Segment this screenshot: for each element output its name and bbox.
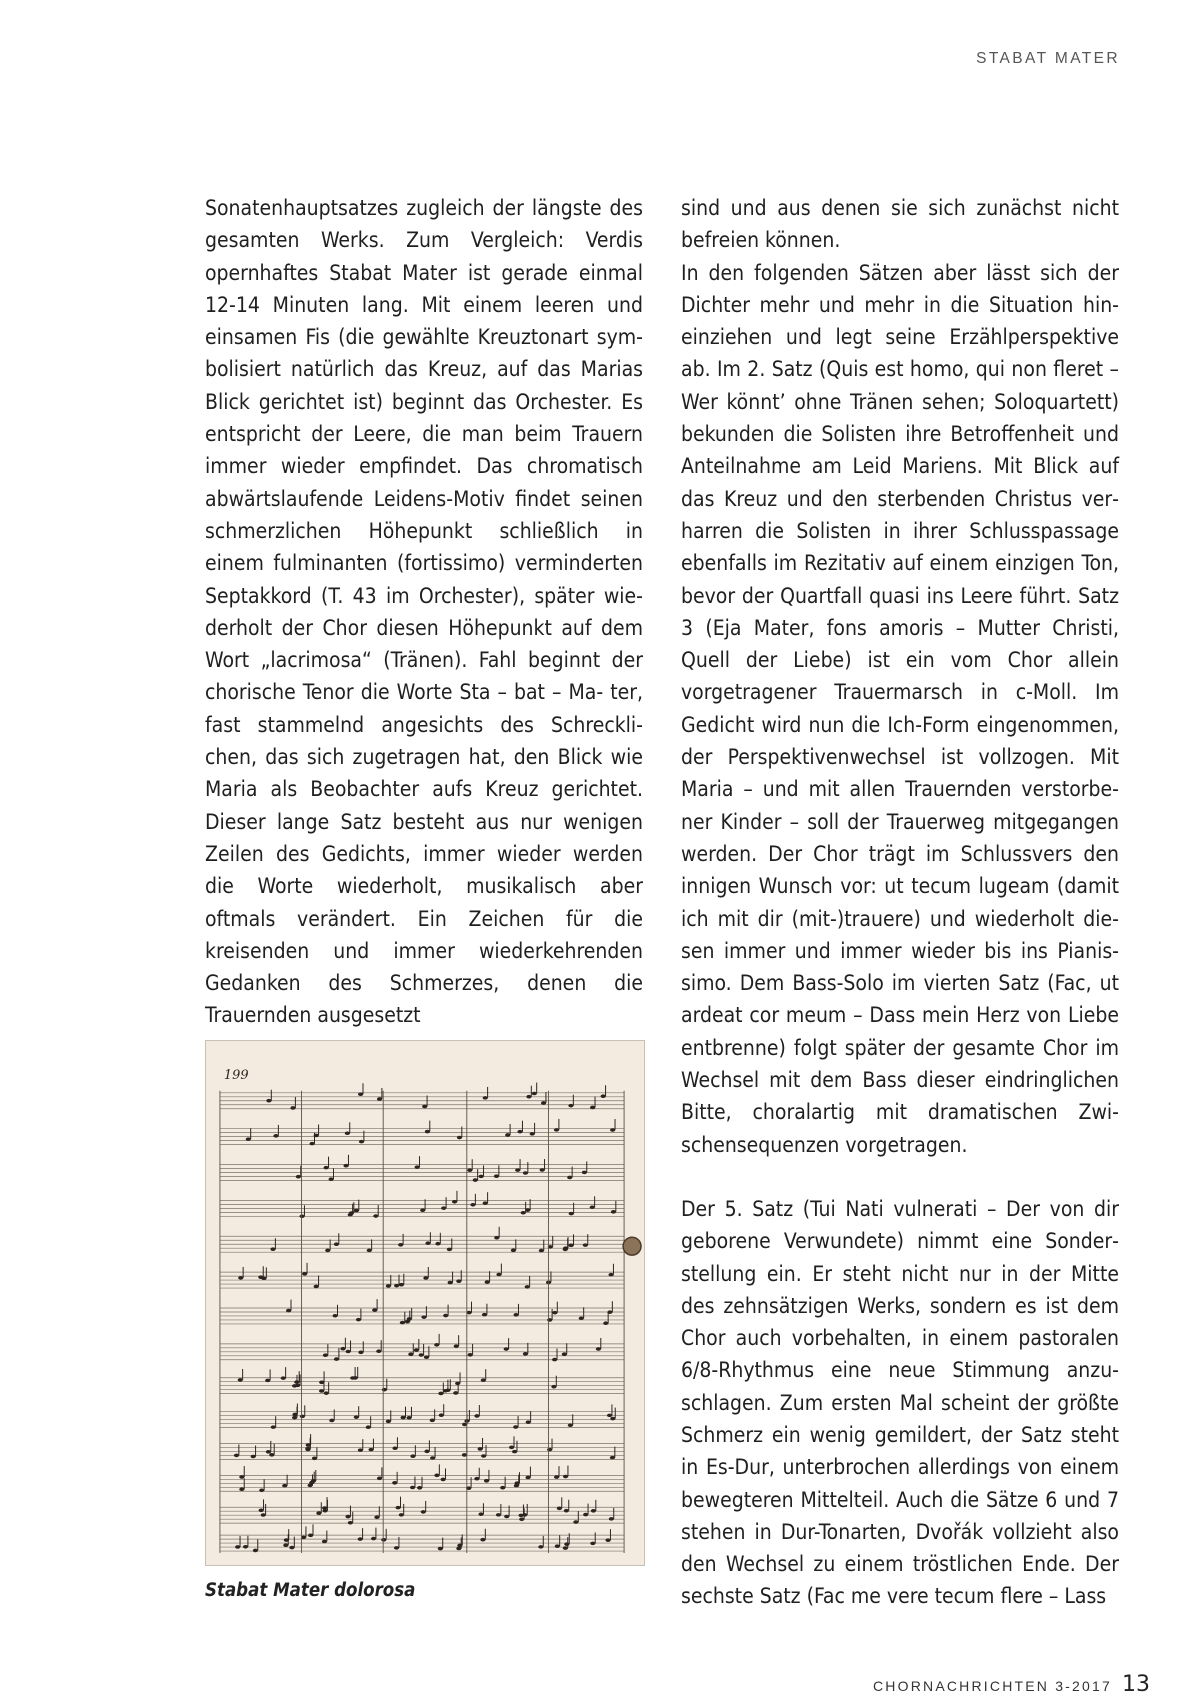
page-number: 13 — [1122, 1672, 1150, 1697]
manuscript-page-number: 199 — [223, 1067, 249, 1083]
body-paragraph: sind und aus denen sie sich zunächst nicht befreien können. — [681, 196, 1119, 253]
running-title: STABAT MATER — [976, 50, 1120, 67]
left-text-column — [205, 192, 643, 1032]
right-text-column — [681, 192, 1119, 1613]
body-paragraph: In den folgenden Sätzen aber lässt sich der Dichter mehr und mehr in die Situation hineinziehen und legt seine Erzählperspektive ab. Im 2. Satz (Quis est homo, qui non fleret – Wer könnt’ ohne Tränen sehen; Soloquartett) bekunden die Solisten ihre Betroffenheit und Anteilnahme am Leid Mariens. Mit Blick auf das Kreuz und den sterbenden Christus verharren die Solisten in ihrer Schlusspassage ebenfalls im Rezitativ auf einem einzigen Ton, bevor der Quartfall quasi ins Leere führt. Satz 3 (Eja Mater, fons amoris – Mutter Christi, Quell der Liebe) ist ein vom Chor allein vorgetragener Trauermarsch in c-Moll. Im Gedicht wird nun die Ich-Form eingenommen, der Perspektivenwechsel ist vollzogen. Mit Maria – und mit allen Trauernden verstorbener Kinder – soll der Trauerweg mitgegangen werden. Der Chor trägt im Schlussvers den innigen Wunsch vor: ut tecum lugeam (damit ich mit dir (mit-)trauere) und wiederholt diesen immer und immer wieder bis ins Pianissimo. Dem Bass-Solo im vierten Satz (Fac, ut ardeat cor meum – Dass mein Herz von Liebe entbrenne) folgt später der gesamte Chor im Wechsel mit dem Bass dieser eindringlichen Bitte, choralartig mit dramatischen Zwischensequenzen vorgetragen. — [681, 260, 1119, 1157]
publication-label: CHORNACHRICHTEN 3-2017 — [873, 1678, 1112, 1694]
body-paragraph: Der 5. Satz (Tui Nati vulnerati – Der von dir geborene Verwundete) nimmt eine Sonderstellung ein. Er steht nicht nur in der Mitte des zehnsätzigen Werks, sondern es ist dem Chor auch vorbehalten, in einem pastoralen 6/8-Rhythmus eine neue Stimmung anzuschlagen. Zum ersten Mal scheint der größte Schmerz ein wenig gemildert, der Satz steht in Es-Dur, unterbrochen allerdings von einem bewegteren Mittelteil. Auch die Sätze 6 und 7 stehen in Dur-Tonarten, Dvořák vollzieht also den Wechsel zu einem tröstlichen Ende. Der sechste Satz (Fac me vere tecum flere – Lass — [681, 1196, 1119, 1609]
manuscript-score-image — [205, 1040, 645, 1566]
figure-caption: Stabat Mater dolorosa — [205, 1580, 416, 1601]
body-paragraph: Sonatenhauptsatzes zugleich der längste des gesamten Werks. Zum Vergleich: Verdis opernhaftes Stabat Mater ist gerade einmal 12-14 Minuten lang. Mit einem leeren und einsamen Fis (die gewählte Kreuztonart symbolisiert natürlich das Kreuz, auf das Marias Blick gerichtet ist) beginnt das Orchester. Es entspricht der Leere, die man beim Trauern immer wieder empfindet. Das chromatisch abwärtslaufende Leidens-Motiv findet seinen schmerzlichen Höhepunkt schließlich in einem fulminanten (fortissimo) verminderten Septakkord (T. 43 im Orchester), später wiederholt der Chor diesen Höhepunkt auf dem Wort „lacrimosa“ (Tränen). Fahl beginnt der chorische Tenor die Worte Sta – bat – Ma- ter, fast stammelnd angesichts des Schrecklichen, das sich zugetragen hat, den Blick wie Maria als Beobachter aufs Kreuz gerichtet. Dieser lange Satz besteht aus nur wenigen Zeilen des Gedichts, immer wieder werden die Worte wiederholt, musikalisch aber oftmals verändert. Ein Zeichen für die kreisenden und immer wiederkehrenden Gedanken des Schmerzes, denen die Trauernden ausgesetzt — [205, 196, 643, 1028]
binding-hole-icon — [623, 1237, 641, 1255]
page-footer — [873, 1672, 1150, 1697]
manuscript-score-drawing — [206, 1041, 644, 1565]
